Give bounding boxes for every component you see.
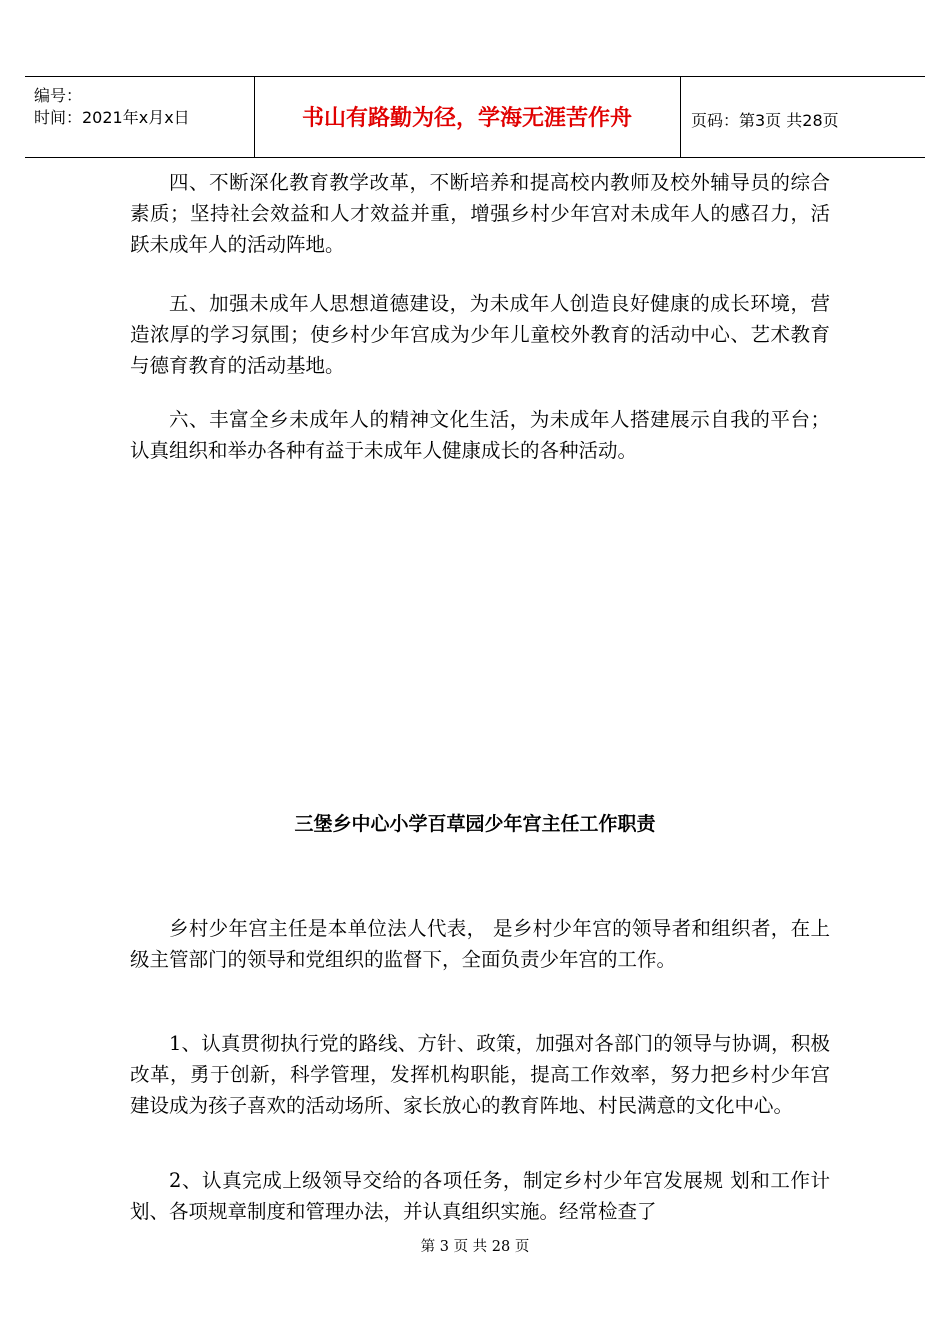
header-page-number: 页码：第3页 共28页 xyxy=(691,111,839,130)
paragraph-item-4: 四、不断深化教育教学改革，不断培养和提高校内教师及校外辅导员的综合素质；坚持社会效益和人才效益并重，增强乡村少年宫对未成年人的感召力，活跃未成年人的活动阵地。 xyxy=(130,171,830,256)
date-label: 时间：2021年x月x日 xyxy=(34,108,190,127)
paragraph-duty-2: 2、认真完成上级领导交给的各项任务，制定乡村少年宫发展规 划和工作计划、各项规章制度和管理办法，并认真组织实施。经常检查了 xyxy=(130,1169,830,1223)
paragraph-item-5: 五、加强未成年人思想道德建设，为未成年人创造良好健康的成长环境，营造浓厚的学习氛围；使乡村少年宫成为少年儿童校外教育的活动中心、艺术教育与德育教育的活动基地。 xyxy=(130,292,830,377)
section-title: 三堡乡中心小学百草园少年宫主任工作职责 xyxy=(294,813,656,835)
paragraph-duty-1: 1、认真贯彻执行党的路线、方针、政策，加强对各部门的领导与协调，积极改革，勇于创新，科学管理，发挥机构职能，提高工作效率，努力把乡村少年宫建设成为孩子喜欢的活动场所、家长放心的教育阵地、村民满意的文化中心。 xyxy=(130,1032,830,1117)
serial-number-label: 编号： xyxy=(34,86,83,105)
page-footer: 第 3 页 共 28 页 xyxy=(420,1239,530,1255)
paragraph-director-intro: 乡村少年宫主任是本单位法人代表， 是乡村少年宫的领导者和组织者，在上级主管部门的领导和党组织的监督下，全面负责少年宫的工作。 xyxy=(130,917,830,971)
document-header xyxy=(25,76,925,158)
header-motto: 书山有路勤为径，学海无涯苦作舟 xyxy=(301,106,632,131)
header-motto-cell xyxy=(254,77,681,157)
header-page-cell xyxy=(681,77,925,157)
header-info-cell xyxy=(25,77,255,157)
paragraph-item-6: 六、丰富全乡未成年人的精神文化生活，为未成年人搭建展示自我的平台；认真组织和举办各种有益于未成年人健康成长的各种活动。 xyxy=(130,408,830,462)
